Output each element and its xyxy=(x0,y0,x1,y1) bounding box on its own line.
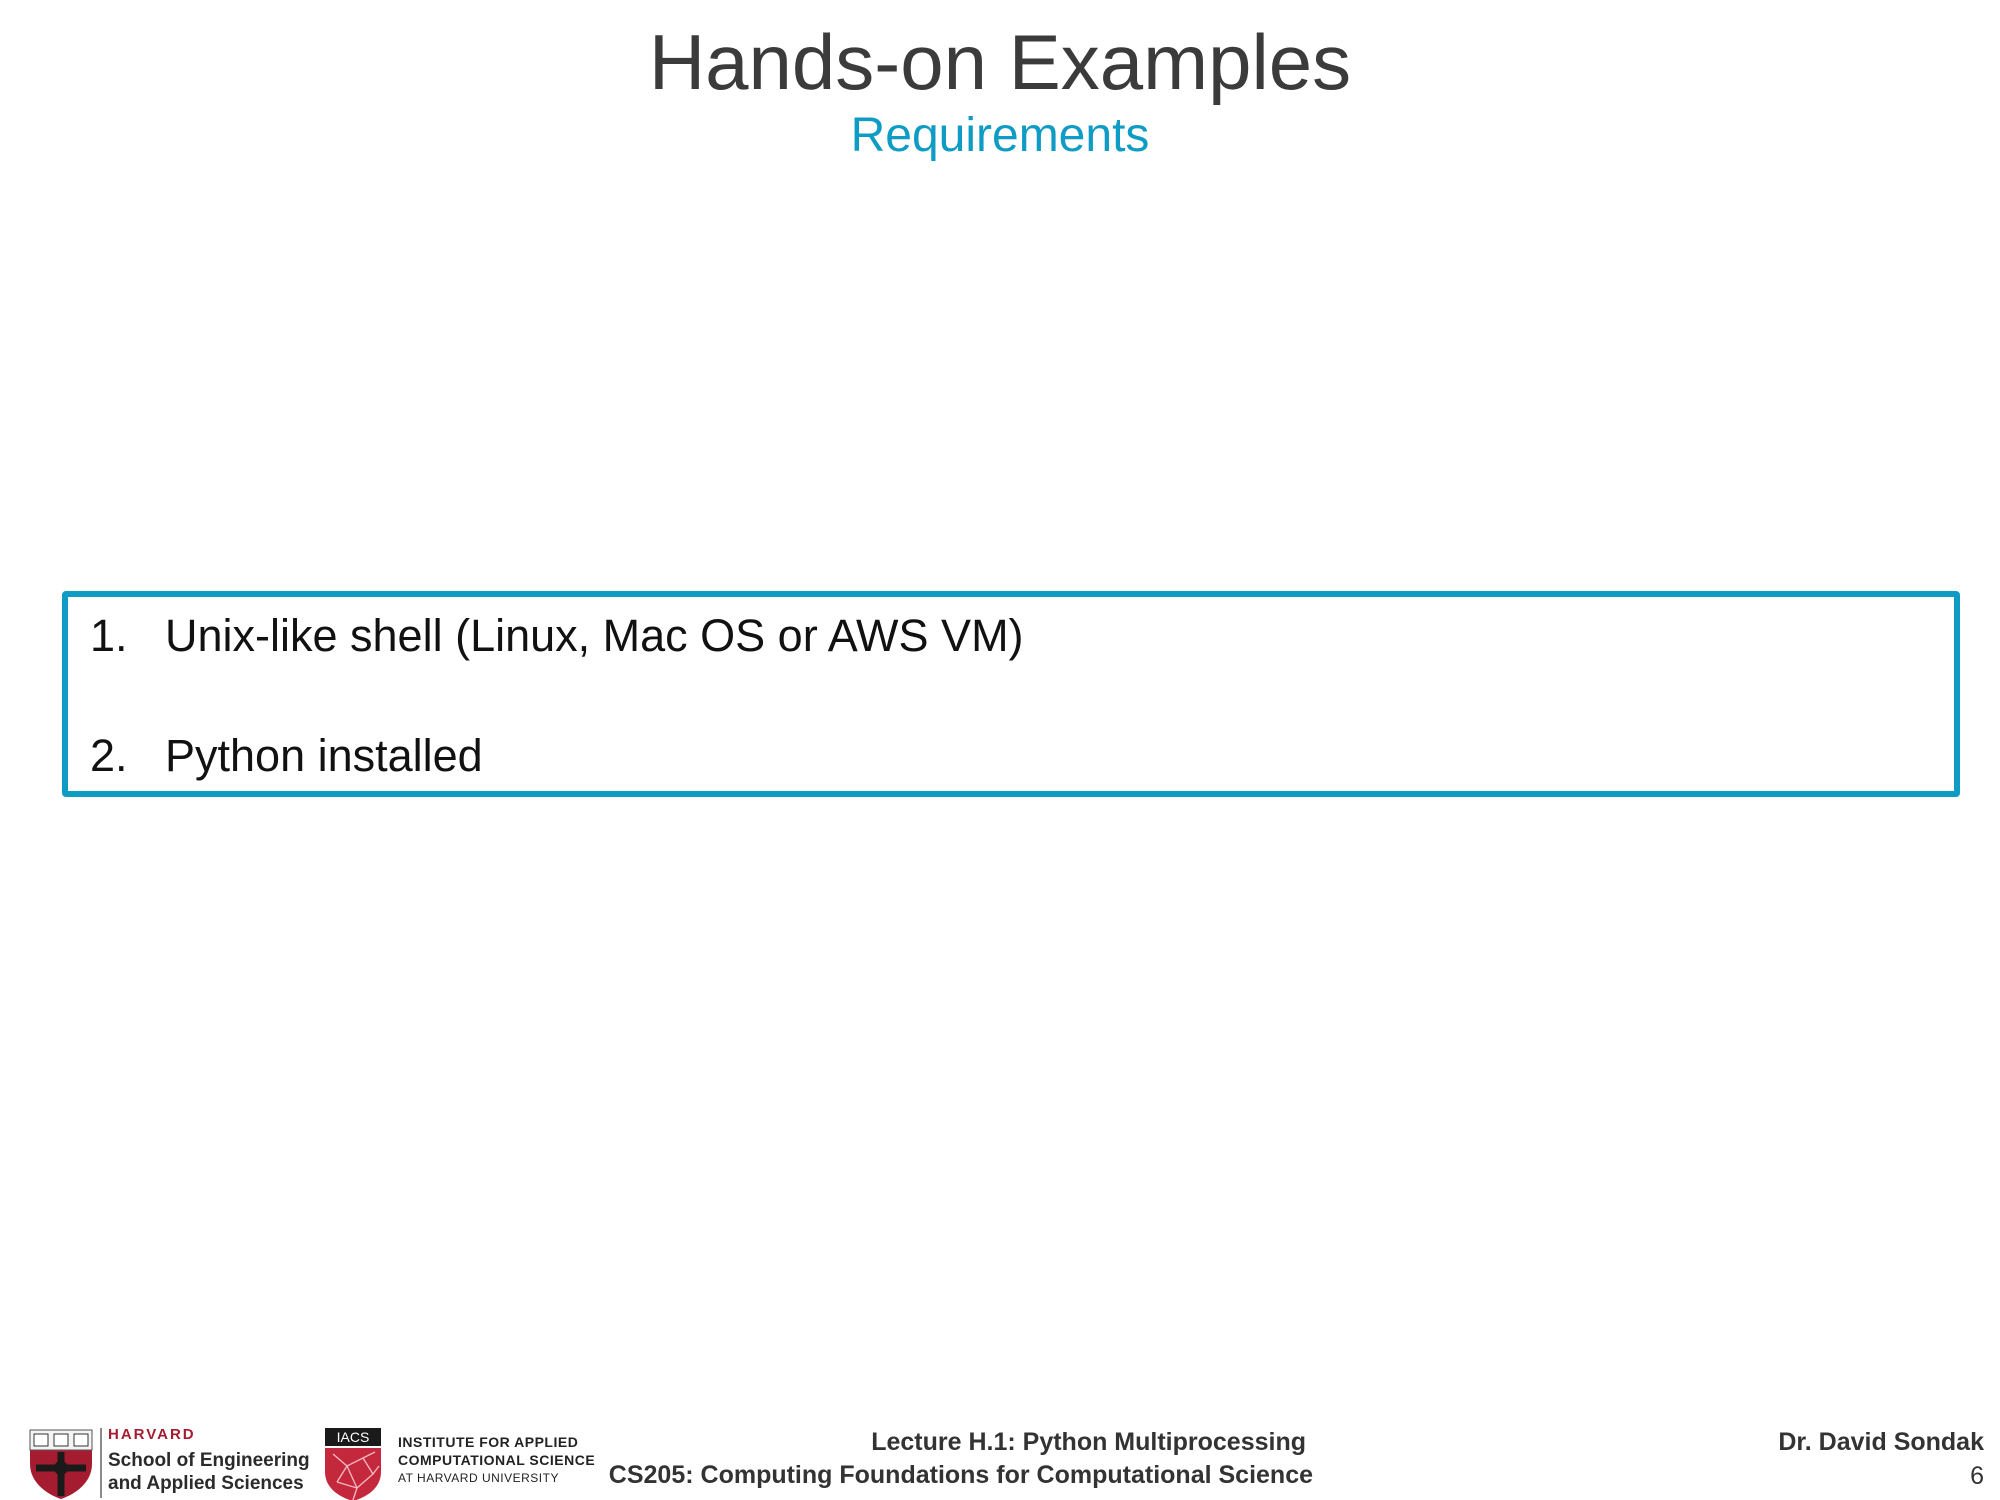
requirement-item xyxy=(90,727,1024,785)
slide-subtitle: Requirements xyxy=(850,109,1150,162)
requirement-number: 2. xyxy=(90,730,128,781)
seas-name-line2: and Applied Sciences xyxy=(108,1473,304,1494)
iacs-name-line1: INSTITUTE FOR APPLIED xyxy=(398,1434,579,1450)
slide-footer xyxy=(0,1420,2000,1500)
requirement-item xyxy=(90,607,1024,665)
requirements-list xyxy=(90,607,1024,785)
requirement-text: Python installed xyxy=(165,730,483,781)
course-title: CS205: Computing Foundations for Computational Science xyxy=(608,1461,1313,1489)
requirement-number: 1. xyxy=(90,610,128,661)
seas-divider xyxy=(100,1428,102,1498)
iacs-name-line2: COMPUTATIONAL SCIENCE xyxy=(398,1452,596,1468)
requirement-text: Unix-like shell (Linux, Mac OS or AWS VM) xyxy=(165,610,1024,661)
harvard-shield-icon xyxy=(28,1428,94,1500)
page-number: 6 xyxy=(1970,1462,1984,1490)
iacs-badge-text: IACS xyxy=(336,1429,370,1445)
author-name: Dr. David Sondak xyxy=(1778,1428,1984,1456)
requirements-box xyxy=(62,591,1960,797)
slide-title: Hands-on Examples xyxy=(648,18,1352,106)
lecture-title: Lecture H.1: Python Multiprocessing xyxy=(871,1428,1306,1456)
seas-name-line1: School of Engineering xyxy=(108,1450,310,1471)
iacs-name-line3: AT HARVARD UNIVERSITY xyxy=(398,1471,559,1485)
iacs-logo-icon xyxy=(323,1426,383,1500)
seas-harvard-wordmark: HARVARD xyxy=(108,1426,196,1443)
